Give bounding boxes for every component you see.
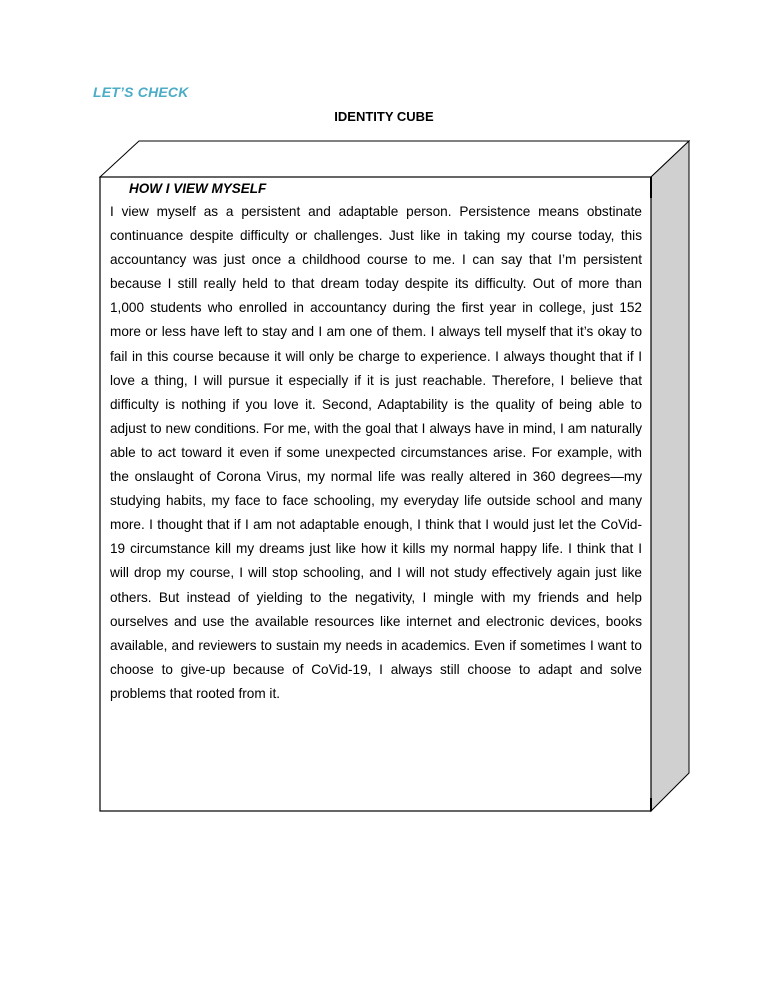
identity-cube-content	[100, 177, 651, 811]
cube-top-face	[100, 141, 689, 177]
section-heading: LET’S CHECK	[93, 84, 189, 100]
cube-side-face	[651, 141, 689, 811]
page-title-text: IDENTITY CUBE	[334, 109, 434, 124]
cube-body-text: I view myself as a persistent and adaptable person. Persistence means obstinate continuance despite difficulty or challenges. Just like in taking my course today, this accountancy was just once a childhood course to me. I can say that I’m persistent because I still really held to that dream today despite its difficulty. Out of more than 1,000 students who enrolled in accountancy during the first year in college, just 152 more or less have left to stay and I am one of them. I always tell myself that it’s okay to fail in this course because it will only be charge to experience. I always thought that if I love a thing, I will pursue it especially if it is just reachable. Therefore, I believe that difficulty is nothing if you love it. Second, Adaptability is the quality of being able to adjust to new conditions. For me, with the goal that I always have in mind, I am naturally able to act toward it even if some unexpected circumstances arise. For example, with the onslaught of Corona Virus, my normal life was really altered in 360 degrees—my studying habits, my face to face schooling, my everyday life outside school and many more. I thought that if I am not adaptable enough, I think that I would just let the CoVid-19 circumstance kill my dreams just like how it kills my normal happy life. I think that I will drop my course, I will stop schooling, and I will not study effectively again just like others. But instead of yielding to the negativity, I mingle with my friends and help ourselves and use the available resources like internet and electronic devices, books available, and reviewers to sustain my needs in academics. Even if sometimes I want to choose to give-up because of CoVid-19, I always still choose to adapt and solve problems that rooted from it.	[110, 204, 642, 701]
cube-heading: HOW I VIEW MYSELF	[129, 181, 267, 196]
